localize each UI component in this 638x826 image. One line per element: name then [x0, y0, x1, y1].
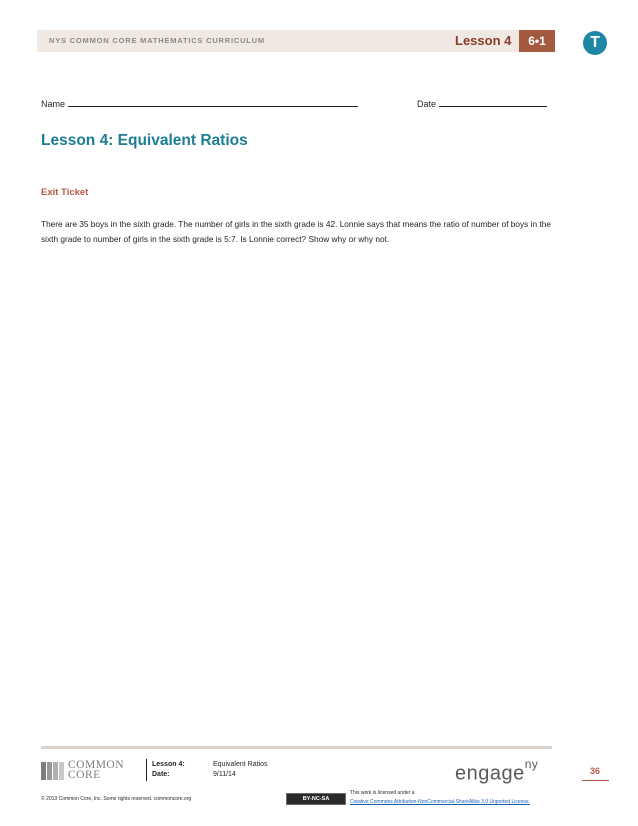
section-heading: Exit Ticket	[41, 187, 89, 198]
curriculum-label: NYS COMMON CORE MATHEMATICS CURRICULUM	[49, 36, 265, 45]
page-number-rule	[582, 780, 609, 781]
common-core-bars-icon	[41, 762, 65, 780]
problem-text: There are 35 boys in the sixth grade. The number of girls in the sixth grade is 42. Lonnie says that means the ratio of number of boys in the sixth grade to number of girls in the sixth grade is 5:7. Is Lonnie correct? Show why or why not.	[41, 219, 551, 244]
license-link[interactable]: Creative Commons Attribution-NonCommercial-ShareAlike 3.0 Unported License.	[350, 799, 531, 805]
teacher-badge-icon: T	[583, 31, 607, 55]
header-bar	[37, 30, 555, 52]
logo-text	[68, 760, 124, 780]
footer-labels	[152, 760, 185, 780]
license-badge-icon[interactable]: BY-NC-SA	[286, 793, 346, 805]
footer-lesson-label: Lesson 4:	[152, 761, 185, 768]
lesson-title: Lesson 4: Equivalent Ratios	[41, 132, 248, 149]
footer-lesson-value: Equivalent Ratios	[213, 761, 268, 768]
name-field[interactable]	[41, 97, 358, 109]
license-text	[350, 789, 530, 807]
license-line-1: This work is licensed under a	[350, 790, 415, 796]
footer-date-value: 9/11/14	[213, 771, 236, 778]
module-badge: 6•1	[519, 30, 555, 52]
page-number: 36	[590, 766, 601, 776]
footer-divider	[146, 759, 147, 781]
date-label: Date	[417, 99, 437, 109]
engage-text: engage	[455, 762, 525, 785]
logo-line-1: COMMON	[68, 759, 125, 771]
copyright-text: © 2013 Common Core, Inc. Some rights reserved. commoncore.org	[41, 796, 192, 802]
footer-rule	[41, 746, 552, 749]
date-underline	[439, 97, 547, 107]
logo-line-2: CORE	[68, 769, 101, 781]
engageny-logo	[455, 757, 539, 786]
footer-date-label: Date:	[152, 771, 170, 778]
engage-sup: ny	[524, 757, 539, 771]
date-field[interactable]	[417, 97, 547, 109]
name-underline	[68, 97, 358, 107]
footer-values	[213, 760, 267, 780]
header-lesson-label: Lesson 4	[455, 33, 512, 48]
common-core-logo	[41, 760, 141, 782]
name-label: Name	[41, 99, 66, 109]
